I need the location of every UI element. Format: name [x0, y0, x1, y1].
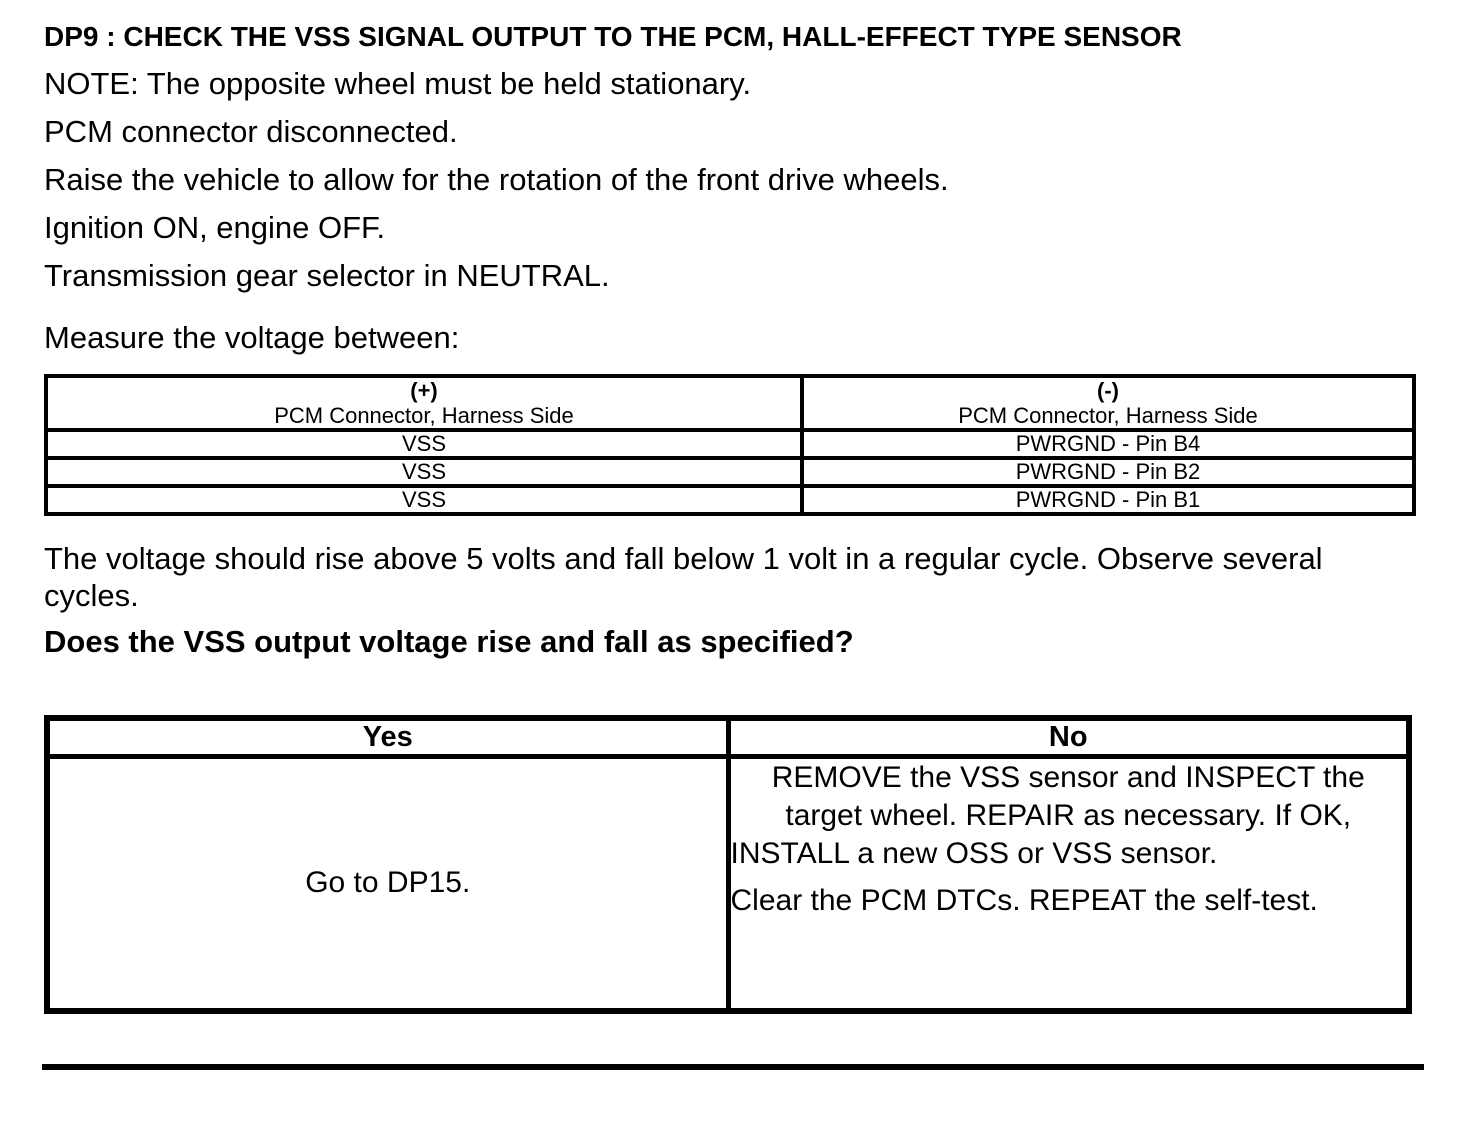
measurement-table-header-row — [46, 376, 1414, 430]
no-action-line-2: target wheel. REPAIR as necessary. If OK, — [785, 799, 1352, 832]
positive-column-label: PCM Connector, Harness Side — [274, 403, 574, 428]
negative-pin-cell: PWRGND - Pin B4 — [802, 430, 1414, 458]
negative-sign: (-) — [1097, 378, 1119, 403]
statement-raise-vehicle: Raise the vehicle to allow for the rotation of the front drive wheels. — [44, 162, 949, 197]
procedure-title: DP9 : CHECK THE VSS SIGNAL OUTPUT TO THE PCM, HALL-EFFECT TYPE SENSOR — [44, 21, 1182, 52]
expected-result-paragraph — [44, 540, 1424, 614]
negative-column-header — [802, 376, 1414, 430]
positive-pin-cell: VSS — [46, 486, 802, 514]
precondition-statements — [44, 66, 1424, 294]
statement-note: NOTE: The opposite wheel must be held stationary. — [44, 66, 752, 101]
table-row — [46, 458, 1414, 486]
yes-action-text: Go to DP15. — [305, 866, 471, 900]
positive-pin-cell: VSS — [46, 430, 802, 458]
statement-ignition: Ignition ON, engine OFF. — [44, 210, 386, 245]
no-column-header: No — [728, 718, 1409, 757]
table-row — [46, 430, 1414, 458]
negative-pin-cell: PWRGND - Pin B1 — [802, 486, 1414, 514]
yes-column-header: Yes — [47, 718, 728, 757]
positive-sign: (+) — [410, 378, 438, 403]
yes-action-cell — [47, 757, 728, 1011]
measure-voltage-label: Measure the voltage between: — [44, 320, 460, 355]
expected-result-line-2: cycles. — [44, 578, 139, 613]
bottom-divider-rule — [42, 1064, 1424, 1070]
no-action-line-3: INSTALL a new OSS or VSS sensor. — [730, 837, 1218, 870]
statement-pcm-disconnected: PCM connector disconnected. — [44, 114, 458, 149]
decision-table-body-row — [47, 757, 1409, 1011]
expected-result-line-1: The voltage should rise above 5 volts and fall below 1 volt in a regular cycle. Observe several — [44, 541, 1323, 576]
no-action-part-2: Clear the PCM DTCs. REPEAT the self-test. — [730, 884, 1318, 917]
positive-pin-cell: VSS — [46, 458, 802, 486]
statement-gear-selector: Transmission gear selector in NEUTRAL. — [44, 258, 610, 293]
negative-column-label: PCM Connector, Harness Side — [958, 403, 1258, 428]
decision-table — [44, 715, 1412, 1014]
negative-pin-cell: PWRGND - Pin B2 — [802, 458, 1414, 486]
decision-table-header-row — [47, 718, 1409, 757]
measurement-table — [44, 374, 1416, 516]
table-row — [46, 486, 1414, 514]
decision-question: Does the VSS output voltage rise and fall as specified? — [44, 624, 854, 659]
no-action-cell — [728, 757, 1409, 1011]
positive-column-header — [46, 376, 802, 430]
no-action-line-1: REMOVE the VSS sensor and INSPECT the — [771, 761, 1365, 794]
